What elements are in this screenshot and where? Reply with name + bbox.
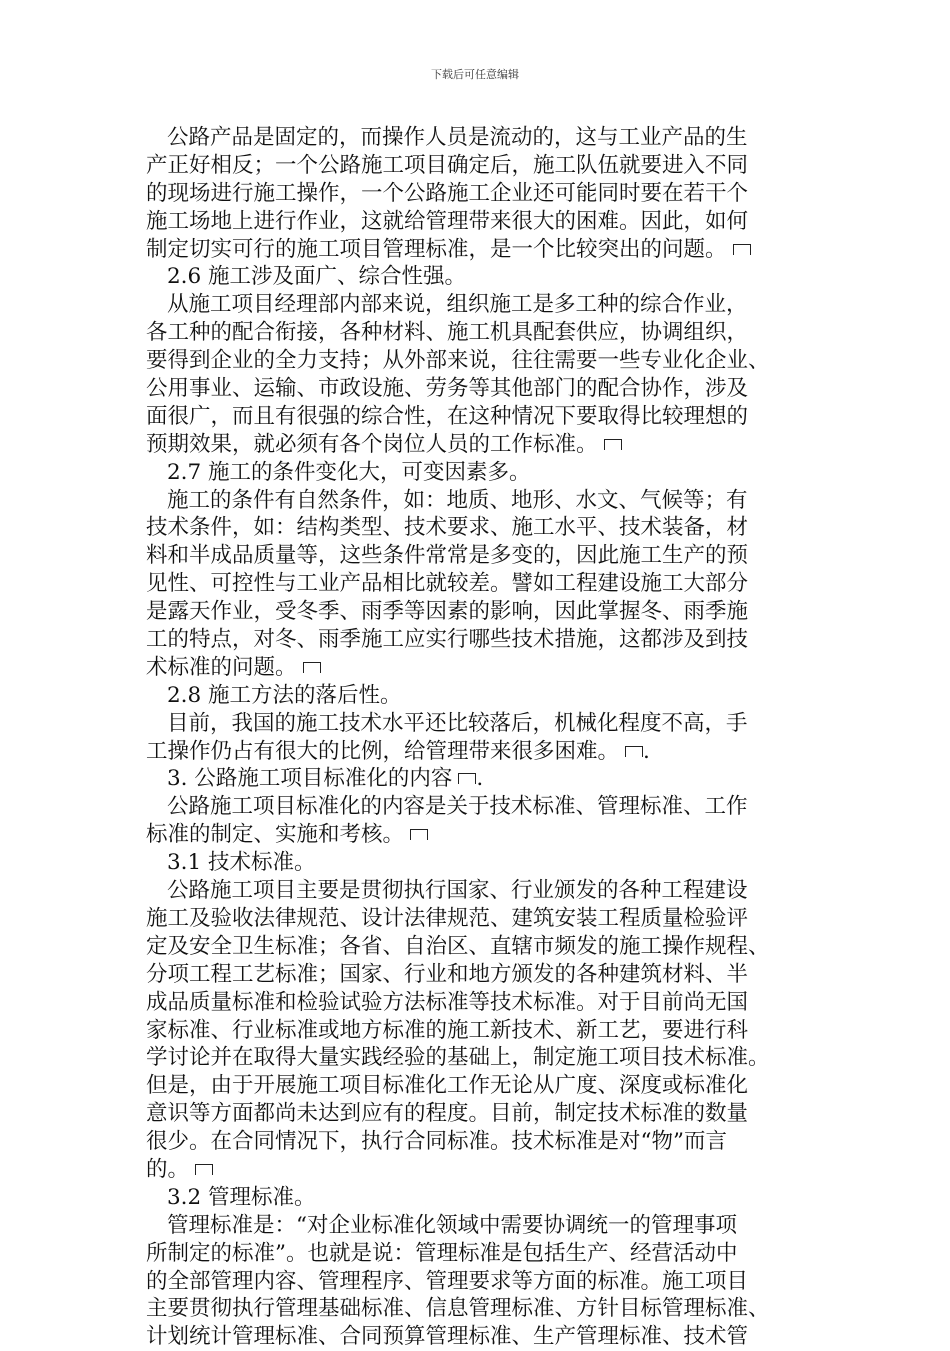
line-text: 料和半成品质量等，这些条件常常是多变的，因此施工生产的预 (146, 543, 749, 569)
text-line (146, 1128, 796, 1156)
line-text: 但是，由于开展施工项目标准化工作无论从广度、深度或标准化 (146, 1073, 749, 1099)
text-line (146, 319, 796, 347)
section-heading-line (146, 263, 796, 291)
paragraph-end-mark-icon (604, 439, 622, 450)
line-text: 施工及验收法律规范、设计法律规范、建筑安装工程质量检验评 (146, 905, 749, 931)
text-line (146, 431, 796, 459)
text-line (146, 877, 796, 905)
text-line (146, 1212, 796, 1240)
paragraph-end-mark-icon (303, 662, 321, 673)
text-line (146, 933, 796, 961)
text-line (146, 124, 796, 152)
text-line (146, 710, 796, 738)
line-text: 从施工项目经理部内部来说，组织施工是多工种的综合作业， (167, 292, 748, 318)
line-text: 很少。在合同情况下，执行合同标准。技术标准是对“物”而言 (146, 1129, 727, 1155)
text-line (146, 1268, 796, 1296)
paragraph-end-mark-icon (625, 746, 643, 757)
line-text: 的现场进行施工操作，一个公路施工企业还可能同时要在若干个 (146, 180, 749, 206)
document-body (146, 124, 796, 1351)
section-heading-line (146, 765, 796, 793)
line-text: 见性、可控性与工业产品相比就较差。譬如工程建设施工大部分 (146, 571, 749, 597)
line-text: 公路施工项目主要是贯彻执行国家、行业颁发的各种工程建设 (167, 878, 748, 904)
text-line (146, 738, 796, 766)
section-heading-line (146, 459, 796, 487)
line-text: 3. 公路施工项目标准化的内容 (167, 766, 453, 792)
line-text: 是露天作业，受冬季、雨季等因素的影响，因此掌握冬、雨季施 (146, 599, 749, 625)
line-text: 2.6 施工涉及面广、综合性强。 (167, 264, 467, 290)
line-text: 施工的条件有自然条件，如：地质、地形、水文、气候等；有 (167, 487, 748, 513)
text-line (146, 989, 796, 1017)
line-tail: . (643, 738, 650, 764)
text-line (146, 347, 796, 375)
paragraph-end-mark-icon (195, 1164, 213, 1175)
line-text: 工操作仍占有很大的比例，给管理带来很多困难。 (146, 738, 620, 764)
text-line (146, 236, 796, 264)
line-text: 要得到企业的全力支持；从外部来说，往往需要一些专业化企业、 (146, 348, 770, 374)
line-text: 分项工程工艺标准；国家、行业和地方颁发的各种建筑材料、半 (146, 961, 749, 987)
text-line (146, 403, 796, 431)
line-text: 3.2 管理标准。 (167, 1184, 316, 1210)
paragraph-end-mark-icon (733, 244, 751, 255)
line-text: 施工场地上进行作业，这就给管理带来很大的困难。因此，如何 (146, 208, 749, 234)
text-line (146, 1240, 796, 1268)
text-line (146, 961, 796, 989)
text-line (146, 793, 796, 821)
line-text: 成品质量标准和检验试验方法标准等技术标准。对于目前尚无国 (146, 989, 749, 1015)
line-text: 工的特点，对冬、雨季施工应实行哪些技术措施，这都涉及到技 (146, 627, 749, 653)
section-heading-line (146, 1184, 796, 1212)
line-text: 面很广，而且有很强的综合性，在这种情况下要取得比较理想的 (146, 403, 749, 429)
text-line (146, 1323, 796, 1351)
text-line (146, 291, 796, 319)
line-text: 术标准的问题。 (146, 654, 297, 680)
line-text: 学讨论并在取得大量实践经验的基础上，制定施工项目技术标准。 (146, 1045, 770, 1071)
line-text: 管理标准是：“对企业标准化领域中需要协调统一的管理事项 (167, 1212, 737, 1238)
line-text: 目前，我国的施工技术水平还比较落后，机械化程度不高，手 (167, 710, 748, 736)
text-line (146, 542, 796, 570)
paragraph-end-mark-icon (410, 829, 428, 840)
text-line (146, 1017, 796, 1045)
text-line (146, 626, 796, 654)
line-text: 制定切实可行的施工项目管理标准，是一个比较突出的问题。 (146, 236, 727, 262)
line-text: 主要贯彻执行管理基础标准、信息管理标准、方针目标管理标准、 (146, 1296, 770, 1322)
section-heading-line (146, 849, 796, 877)
line-text: 3.1 技术标准。 (167, 850, 316, 876)
text-line (146, 598, 796, 626)
line-text: 2.8 施工方法的落后性。 (167, 682, 402, 708)
line-text: 产正好相反；一个公路施工项目确定后，施工队伍就要进入不同 (146, 152, 749, 178)
line-text: 定及安全卫生标准；各省、自治区、直辖市频发的施工操作规程、 (146, 933, 770, 959)
text-line (146, 1100, 796, 1128)
text-line (146, 654, 796, 682)
text-line (146, 487, 796, 515)
line-text: 的全部管理内容、管理程序、管理要求等方面的标准。施工项目 (146, 1268, 749, 1294)
text-line (146, 1044, 796, 1072)
line-text: 2.7 施工的条件变化大，可变因素多。 (167, 459, 531, 485)
paragraph-end-mark-icon (458, 773, 476, 784)
line-text: 意识等方面都尚未达到应有的程度。目前，制定技术标准的数量 (146, 1101, 749, 1127)
text-line (146, 514, 796, 542)
text-line (146, 1295, 796, 1323)
text-line (146, 1072, 796, 1100)
text-line (146, 821, 796, 849)
line-text: 家标准、行业标准或地方标准的施工新技术、新工艺，要进行科 (146, 1017, 749, 1043)
text-line (146, 180, 796, 208)
line-text: 公路施工项目标准化的内容是关于技术标准、管理标准、工作 (167, 794, 748, 820)
text-line (146, 570, 796, 598)
text-line (146, 152, 796, 180)
section-heading-line (146, 682, 796, 710)
line-text: 所制定的标准”。也就是说：管理标准是包括生产、经营活动中 (146, 1240, 738, 1266)
line-text: 的。 (146, 1156, 190, 1182)
text-line (146, 905, 796, 933)
line-tail: . (476, 766, 484, 792)
text-line (146, 375, 796, 403)
line-text: 计划统计管理标准、合同预算管理标准、生产管理标准、技术管 (146, 1324, 749, 1350)
text-line (146, 208, 796, 236)
line-text: 标准的制定、实施和考核。 (146, 822, 405, 848)
line-text: 公用事业、运输、市政设施、劳务等其他部门的配合协作，涉及 (146, 376, 749, 402)
line-text: 预期效果，就必须有各个岗位人员的工作标准。 (146, 431, 598, 457)
text-line (146, 1156, 796, 1184)
line-text: 技术条件，如：结构类型、技术要求、施工水平、技术装备，材 (146, 515, 749, 541)
page-header: 下载后可任意编辑 (431, 68, 519, 81)
line-text: 各工种的配合衔接，各种材料、施工机具配套供应，协调组织， (146, 320, 749, 346)
line-text: 公路产品是固定的，而操作人员是流动的，这与工业产品的生 (167, 125, 748, 150)
